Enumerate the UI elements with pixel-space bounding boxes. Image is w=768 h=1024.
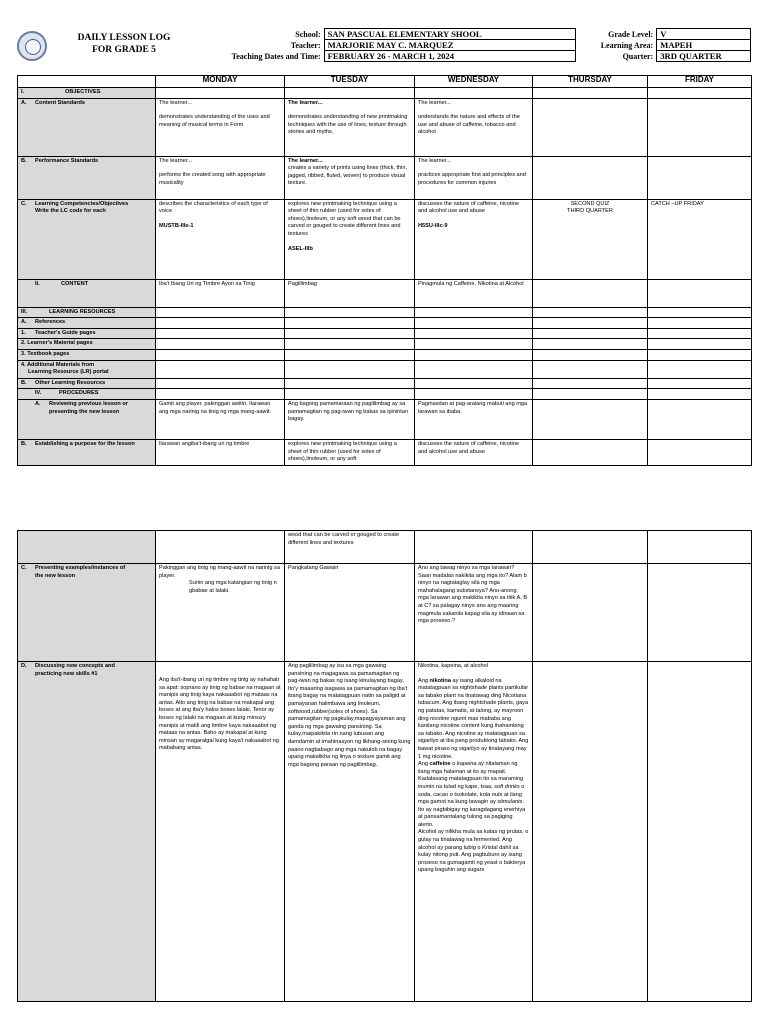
row-label-content-standards: A. Content Standards: [18, 98, 156, 156]
other-resources-row: [18, 378, 752, 389]
row-label-reviewing: A. Reviewing previous lesson or presenting the new lesson: [18, 399, 156, 439]
row-label-discussing: D. Discussing new concepts and practicing new skills #1: [18, 662, 156, 1002]
presenting-row: [18, 564, 752, 662]
title-line-2: FOR GRADE 5: [92, 45, 156, 55]
teachers-guide-row: [18, 328, 752, 339]
row-label-procedures: IV. PROCEDURES: [18, 389, 156, 400]
purpose-tuesday: explores new printmaking technique using a sheet of thin rubber (used for soles of shoes),linoleum, or any soft: [285, 439, 415, 465]
lesson-table-part-2: [17, 530, 752, 1002]
presenting-tuesday: Pangkatang Gawain: [285, 564, 415, 662]
quarter-value: 3RD QUARTER: [657, 51, 751, 62]
discussing-monday: Ang iba't-ibang uri ng timbre ng tinig ay nahahati sa apat: soprano ay tinig ng babae na magaan at manipis ang tinig kaya nakaaabot ng mataas na antas. Alto ang tinig na babae na makapal ang boses at ang iba'y halos boses lalaki. Tenor ay boses ng lalaki na magaan at kung minsa'y manipis at matiİi ang timbre kaya nakaaabot ng mataas na antas. Baho ay makapal at kung minsan ay magaralgal kung kaya't nakaaabot ng mababang antas.: [156, 662, 285, 1002]
textbook-row: [18, 349, 752, 360]
purpose-continued-row: [18, 531, 752, 564]
performance-standards-monday: The learner... performs the created song with appropriate musicality: [156, 156, 285, 199]
days-header-row: [18, 76, 752, 88]
objectives-row: [18, 88, 752, 99]
row-label-objectives: I. OBJECTIVES: [18, 88, 156, 99]
learning-area-value: MAPEH: [657, 40, 751, 51]
purpose-row: [18, 439, 752, 465]
row-label-learning-resources: III. LEARNING RESOURCES: [18, 307, 156, 318]
header-info-grid: [187, 28, 751, 62]
performance-standards-wednesday: The learner... practices appropriate first aid principles and procedures for common injuries: [415, 156, 533, 199]
teacher-value: MARJORIE MAY C. MARQUEZ: [324, 40, 575, 51]
learners-material-row: [18, 339, 752, 350]
row-label-content: II. CONTENT: [18, 279, 156, 307]
reviewing-monday: Gamit ang player. pakinggan awitin. Ilarawan ang mga narinig na tinig ng mga mang-aawit.: [156, 399, 285, 439]
quarter-label: Quarter:: [622, 51, 654, 61]
additional-materials-row: [18, 360, 752, 378]
learning-area-label: Learning Area:: [600, 40, 654, 50]
row-label-presenting: C. Presenting examples/instances of the new lesson: [18, 564, 156, 662]
document-title: [53, 32, 195, 56]
learning-competencies-friday: CATCH –UP FRIDAY: [648, 199, 752, 279]
row-label-other-resources: B. Other Learning Resources: [18, 378, 156, 389]
row-label-learning-competencies: C. Learning Competencies/Objectives Write the LC code for each: [18, 199, 156, 279]
content-standards-monday: The learner... demonstrates understanding of the uses and meaning of musical terms in Form: [156, 98, 285, 156]
day-header-monday: MONDAY: [156, 76, 285, 88]
content-wednesday: Pinagmula ng Caffeine, Nikotina at Alcohol: [415, 279, 533, 307]
content-standards-wednesday: The learner... understands the nature and effects of the use and abuse of caffeine, tobacco and alcohol: [415, 98, 533, 156]
day-header-tuesday: TUESDAY: [285, 76, 415, 88]
purpose-wednesday: discusses the nature of caffeine, nicotine and alcohol use and abuse: [415, 439, 533, 465]
school-label: School:: [295, 29, 321, 39]
purpose-monday: Ilarawan angiba't-ibang uri ng timbre: [156, 439, 285, 465]
grade-level-value: V: [657, 29, 751, 40]
row-label-additional-materials: 4. Additional Materials from Learning Resource (LR) portal: [18, 360, 156, 378]
content-monday: Iba't Ibang Uri ng Timbre Ayon sa Tinig: [156, 279, 285, 307]
dates-value: FEBRUARY 26 - MARCH 1, 2024: [324, 51, 575, 62]
performance-standards-row: [18, 156, 752, 199]
discussing-row: [18, 662, 752, 1002]
presenting-monday: Pakinggan ang tinig ng mang-aawit na narinig sa player. Suriin ang mga katangian ng tinig n gbabae at lalaki.: [156, 564, 285, 662]
learning-resources-row: [18, 307, 752, 318]
blank-header-cell: [18, 76, 156, 88]
reviewing-wednesday: Pagmasdan at pag-aralang mabuti ang mga larawan sa ibaba.: [415, 399, 533, 439]
day-header-thursday: THURSDAY: [533, 76, 648, 88]
row-label-textbook: 3. Textbook pages: [18, 349, 156, 360]
log-header: [17, 26, 751, 64]
deped-seal-logo: [17, 31, 47, 61]
learning-competencies-tuesday: explores new printmaking technique using a sheet of thin rubber (used for soles of shoes),linoleum, or any soft wood that can be carved or gouged to create different lines and textures ASEL-IIIb: [285, 199, 415, 279]
row-label-performance-standards: B. Performance Standards: [18, 156, 156, 199]
row-label-purpose: B. Establishing a purpose for the lesson: [18, 439, 156, 465]
discussing-tuesday: Ang paglilimbag ay isa sa mga gawaing pansining na magagawa sa pamamagitan ng pag-iwan ng bakas ng isang kinulayang bagay. Ito'y maaaring isagawa sa pamamagitan ng iba't ibang bagay na matatagpuan natin sa paligid at pamayanan halimbawa ang linoleum, softwood,rubber(soles of shoes). Sa pamamagitan ng pagkulay,mapagyayaman ang ganda ng mga gawaing pansining. Sa kulay,maipakikita rin nang lubusan ang damdamin at imahinasyon ng likhang-sining kung paano nagbabago ang mga nakulob na bagay upang makalikha ng linya o texture gamit ang mga bagong paraan ng paglilimbag.: [285, 662, 415, 1002]
performance-standards-tuesday: The learner... creates a variety of prints using lines (thick, thin, jagged, ribbed, fluted, woven) to produce visual texture.: [285, 156, 415, 199]
content-standards-tuesday: The learner... demonstrates understanding of new printmaking techniques with the use of lines, texture through stories and myths.: [285, 98, 415, 156]
purpose-tuesday-continued: wood that can be carved or gouged to create different lines and textures: [285, 531, 415, 564]
content-tuesday: Paglilimbag: [285, 279, 415, 307]
grade-level-label: Grade Level:: [608, 29, 654, 39]
learning-competencies-thursday: SECOND QUIZ THIRD QUARTER: [533, 199, 648, 279]
procedures-row: [18, 389, 752, 400]
lesson-table-part-1: [17, 75, 752, 466]
references-row: [18, 318, 752, 329]
discussing-wednesday: Nikotina, kapeina, at alcohol Ang nikotina ay isang alkaloid na matatagpuan sa nightshade plants partikular sa tabako plant na tinatawag ding Nicotiana tabacum. Ang ibang nightshade plants, gaya ng patatas, kamatis, at talong, ay mayroon ding nicotine ngunit mas mababa ang kanilang nicotine content kung ihahambing sa tabako. Ang nicotine ay matatagpuan sa sigarilyo at iba pang produktong tabako. Ang bawat piraso ng sigarilyo ay tinatayang may 1 mg nicotine. Ang caffeine o kapeina ay nitalaman ng ilang mga halaman at ito ay mapait. Kadalasang matatagpuan ito sa maraming inumin na tulad ng kape, tsaa, soft drinks o soda, cacao o tsokolate, kola nuts at ilang mga gamot na kung tawagin ay stimulants. Ito ay nagbibigay ng karagdagang enerhiya at pansamantalang tulong sa pagiging alerto. Alcohol ay nilikha mula sa katas ng prutas, o gulay na tinatawag na fermented. Ang alcohol ay parang tubig o Kristal dahil sa kulay nitong puti. Ang pagbuburo ay isang proseso na gumagamit ng yeast o bakterya upang baguhin ang sugars: [415, 662, 533, 1002]
learning-competencies-monday: describes the characteristics of each type of voice MUSTB-IIIe-1: [156, 199, 285, 279]
teacher-label: Teacher:: [290, 40, 321, 50]
row-label-learners-material: 2. Learner's Material pages: [18, 339, 156, 350]
row-label-references: A. References: [18, 318, 156, 329]
reviewing-tuesday: Ang bagong pamamaraan ng paglilimbag ay sa pamamagitan ng pag-iwan ng bakas sa ipinintan bagay.: [285, 399, 415, 439]
learning-competencies-row: [18, 199, 752, 279]
day-header-wednesday: WEDNESDAY: [415, 76, 533, 88]
learning-competencies-wednesday: discusses the nature of caffeine, nicotine and alcohol use and abuse H5SU-IIIc-9: [415, 199, 533, 279]
school-value: SAN PASCUAL ELEMENTARY SHOOL: [324, 29, 575, 40]
presenting-wednesday: Ano ang tawag ninyo sa mga larawan? Saan madalas nakikita ang mga ito? Alam b ninyo na nagtataglay sila ng mga mahahalagang substansya? Anu-anong mga larawan ang makikita ninyo sa titik A, B at C? sa palagay ninyo ano ang maaring magmula sakanila kapag sila ay idinaan sa mga proseso.?: [415, 564, 533, 662]
content-standards-row: [18, 98, 752, 156]
title-line-1: DAILY LESSON LOG: [77, 33, 171, 43]
content-row: [18, 279, 752, 307]
row-label-teachers-guide: 1. Teacher's Guide pages: [18, 328, 156, 339]
day-header-friday: FRIDAY: [648, 76, 752, 88]
reviewing-row: [18, 399, 752, 439]
dates-label: Teaching Dates and Time:: [231, 51, 321, 61]
